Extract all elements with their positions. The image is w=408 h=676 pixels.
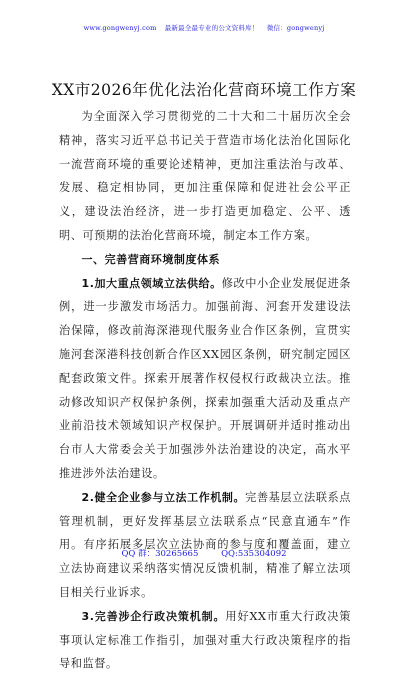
- intro-paragraph: 为全面深入学习贯彻党的二十大和二十届历次全会精神，落实习近平总书记关于营造市场化法治化国际化一流营商环境的重要论述精神，更加注重法治与改革、发展、稳定相协同，更加注重保障和促进社会公平正义，建设法治经济，进一步打造更加稳定、公平、透明、可预期的法治化营商环境，制定本工作方案。: [59, 110, 351, 242]
- item-text: 完善基层立法联系点管理机制，更好发挥基层立法联系点“民意直通车”作用。有序拓展多层次立法协商的参与度和覆盖面，建立立法协商建议采纳落实情况反馈机制，精准了解立法项目相关行业诉求。: [59, 490, 351, 599]
- list-item: [59, 272, 351, 486]
- section-heading: 一、完善营商环境制度体系: [81, 252, 221, 266]
- item-text: 修改中小企业发展促进条例，进一步激发市场活力。加强前海、河套开发建设法治保障，修改前海深港现代服务业合作区条例，宣贯实施河套深港科技创新合作区XX园区条例，研究制定园区配套政策文件。探索开展著作权侵权行政裁决立法。推动修改知识产权保护条例，探索加强重大活动及重点产业前沿技术领域知识产权保护。开展调研并适时推动出台市人大常委会关于加强涉外法治建设的决定，高水平推进涉外法治建设。: [59, 276, 351, 480]
- qq-group: QQ 群：30265665: [121, 549, 199, 559]
- header-slogan: 最新最全最专业的公文资料库！: [164, 24, 259, 32]
- footer-contact: [0, 547, 408, 559]
- list-item: [59, 605, 351, 676]
- qq-number: QQ:535304092: [221, 549, 287, 559]
- page-title: XX市2026年优化法治化营商环境工作方案: [51, 81, 357, 99]
- header-banner: [0, 23, 408, 32]
- item-text: 用好XX市重大行政决策事项认定标准工作指引，加强对重大行政决策程序的指导和监督。: [59, 609, 352, 671]
- item-lead: 1.加大重点领域立法供给。: [81, 276, 222, 290]
- item-lead: 2.健全企业参与立法工作机制。: [81, 490, 246, 504]
- list-item: [59, 486, 351, 605]
- document-body: [59, 105, 351, 676]
- site-link[interactable]: www.gongwenyj.com: [83, 24, 157, 32]
- item-lead: 3.完善涉企行政决策机制。: [81, 609, 226, 623]
- header-wechat: 微信：gongwenyj: [266, 24, 325, 32]
